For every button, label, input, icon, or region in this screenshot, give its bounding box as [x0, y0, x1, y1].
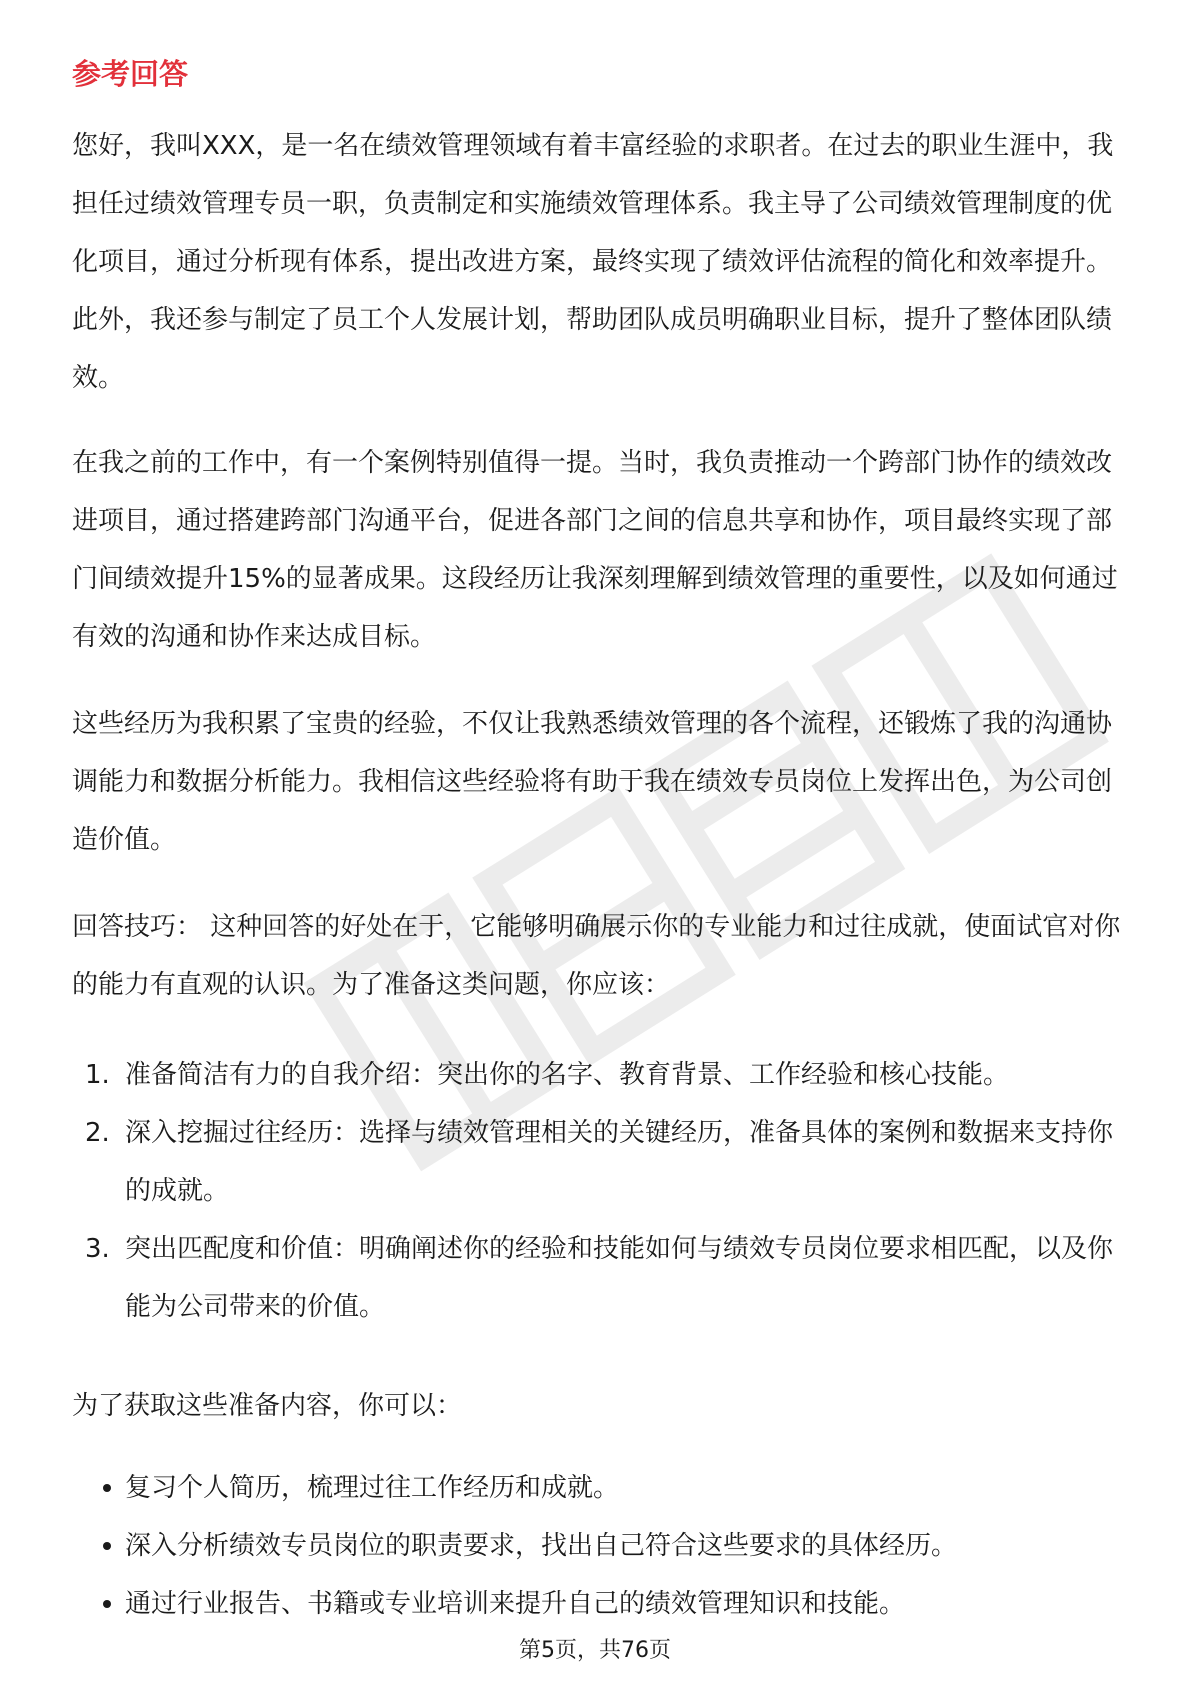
- list-item-text: 深入挖掘过往经历：选择与绩效管理相关的关键经历，准备具体的案例和数据来支持你的成就。: [125, 1118, 1114, 1206]
- list-item: [72, 1517, 1122, 1575]
- list-number: 2.: [85, 1118, 110, 1148]
- list-item: [72, 1459, 1122, 1517]
- section-heading: 参考回答: [72, 57, 189, 91]
- list-item: [72, 1575, 1122, 1633]
- summary-paragraph: 这些经历为我积累了宝贵的经验，不仅让我熟悉绩效管理的各个流程，还锻炼了我的沟通协调能力和数据分析能力。我相信这些经验将有助于我在绩效专员岗位上发挥出色，为公司创造价值。: [72, 709, 1113, 855]
- tips-paragraph: 回答技巧： 这种回答的好处在于，它能够明确展示你的专业能力和过往成就，使面试官对你的能力有直观的认识。为了准备这类问题，你应该：: [72, 912, 1121, 1000]
- prep-bullet-list: [72, 1459, 1122, 1633]
- intro-paragraph: 您好，我叫XXX，是一名在绩效管理领域有着丰富经验的求职者。在过去的职业生涯中，我担任过绩效管理专员一职，负责制定和实施绩效管理体系。我主导了公司绩效管理制度的优化项目，通过分析现有体系，提出改进方案，最终实现了绩效评估流程的简化和效率提升。此外，我还参与制定了员工个人发展计划，帮助团队成员明确职业目标，提升了整体团队绩效。: [72, 131, 1114, 393]
- list-item: [72, 1220, 1122, 1336]
- bullet-icon: [103, 1600, 111, 1608]
- list-item-text: 深入分析绩效专员岗位的职责要求，找出自己符合这些要求的具体经历。: [125, 1531, 958, 1561]
- tips-numbered-list: [72, 1046, 1122, 1336]
- list-item: [72, 1046, 1122, 1104]
- list-item-text: 复习个人简历，梳理过往工作经历和成就。: [125, 1473, 620, 1503]
- list-item-text: 准备简洁有力的自我介绍：突出你的名字、教育背景、工作经验和核心技能。: [125, 1060, 1010, 1090]
- case-paragraph: 在我之前的工作中，有一个案例特别值得一提。当时，我负责推动一个跨部门协作的绩效改进项目，通过搭建跨部门沟通平台，促进各部门之间的信息共享和协作，项目最终实现了部门间绩效提升15%的显著成果。这段经历让我深刻理解到绩效管理的重要性，以及如何通过有效的沟通和协作来达成目标。: [72, 448, 1118, 652]
- page-number-footer: 第5页，共76页: [519, 1638, 671, 1663]
- list-item: [72, 1104, 1122, 1220]
- bullet-icon: [103, 1542, 111, 1550]
- bullet-icon: [103, 1484, 111, 1492]
- list-number: 1.: [85, 1060, 110, 1090]
- list-item-text: 通过行业报告、书籍或专业培训来提升自己的绩效管理知识和技能。: [125, 1589, 906, 1619]
- list-item-text: 突出匹配度和价值：明确阐述你的经验和技能如何与绩效专员岗位要求相匹配，以及你能为公司带来的价值。: [125, 1234, 1114, 1322]
- prep-intro-paragraph: 为了获取这些准备内容，你可以：: [72, 1391, 463, 1421]
- list-number: 3.: [85, 1234, 110, 1264]
